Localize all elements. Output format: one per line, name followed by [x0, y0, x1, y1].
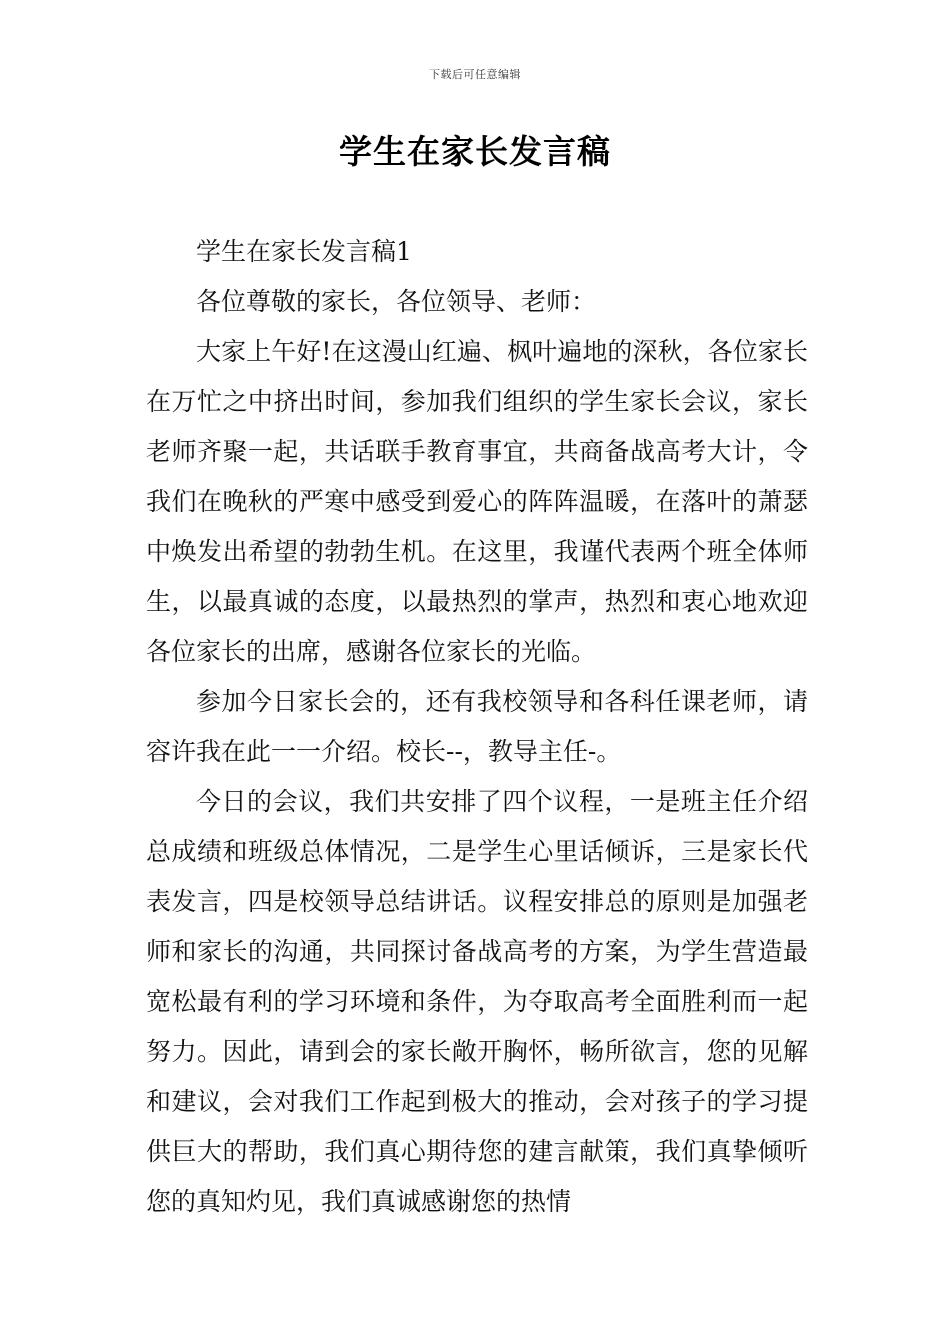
- salutation-paragraph: 各位尊敬的家长，各位领导、老师：: [196, 287, 597, 316]
- document-title: 学生在家长发言稿: [339, 132, 611, 171]
- body-paragraph: 今日的会议，我们共安排了四个议程，一是班主任介绍总成绩和班级总体情况，二是学生心里话倾诉，三是家长代表发言，四是校领导总结讲话。议程安排总的原则是加强老师和家长的沟通，共同探讨备战高考的方案，为学生营造最宽松最有利的学习环境和条件，为夺取高考全面胜利而一起努力。因此，请到会的家长敞开胸怀，畅所欲言，您的见解和建议，会对我们工作起到极大的推动，会对孩子的学习提供巨大的帮助，我们真心期待您的建言献策，我们真挚倾听您的真知灼见，我们真诚感谢您的热情: [146, 787, 808, 1216]
- document-body: [146, 227, 808, 1227]
- header-note: 下载后可任意编辑: [429, 68, 521, 81]
- body-paragraph: 参加今日家长会的，还有我校领导和各科任课老师，请容许我在此一一介绍。校长--，教导主任-。: [146, 687, 808, 766]
- body-paragraph: 大家上午好!在这漫山红遍、枫叶遍地的深秋，各位家长在万忙之中挤出时间，参加我们组织的学生家长会议，家长老师齐聚一起，共话联手教育事宜，共商备战高考大计，令我们在晚秋的严寒中感受到爱心的阵阵温暖，在落叶的萧瑟中焕发出希望的勃勃生机。在这里，我谨代表两个班全体师生，以最真诚的态度，以最热烈的掌声，热烈和衷心地欢迎各位家长的出席，感谢各位家长的光临。: [146, 337, 808, 666]
- section-heading: 学生在家长发言稿1: [196, 237, 412, 266]
